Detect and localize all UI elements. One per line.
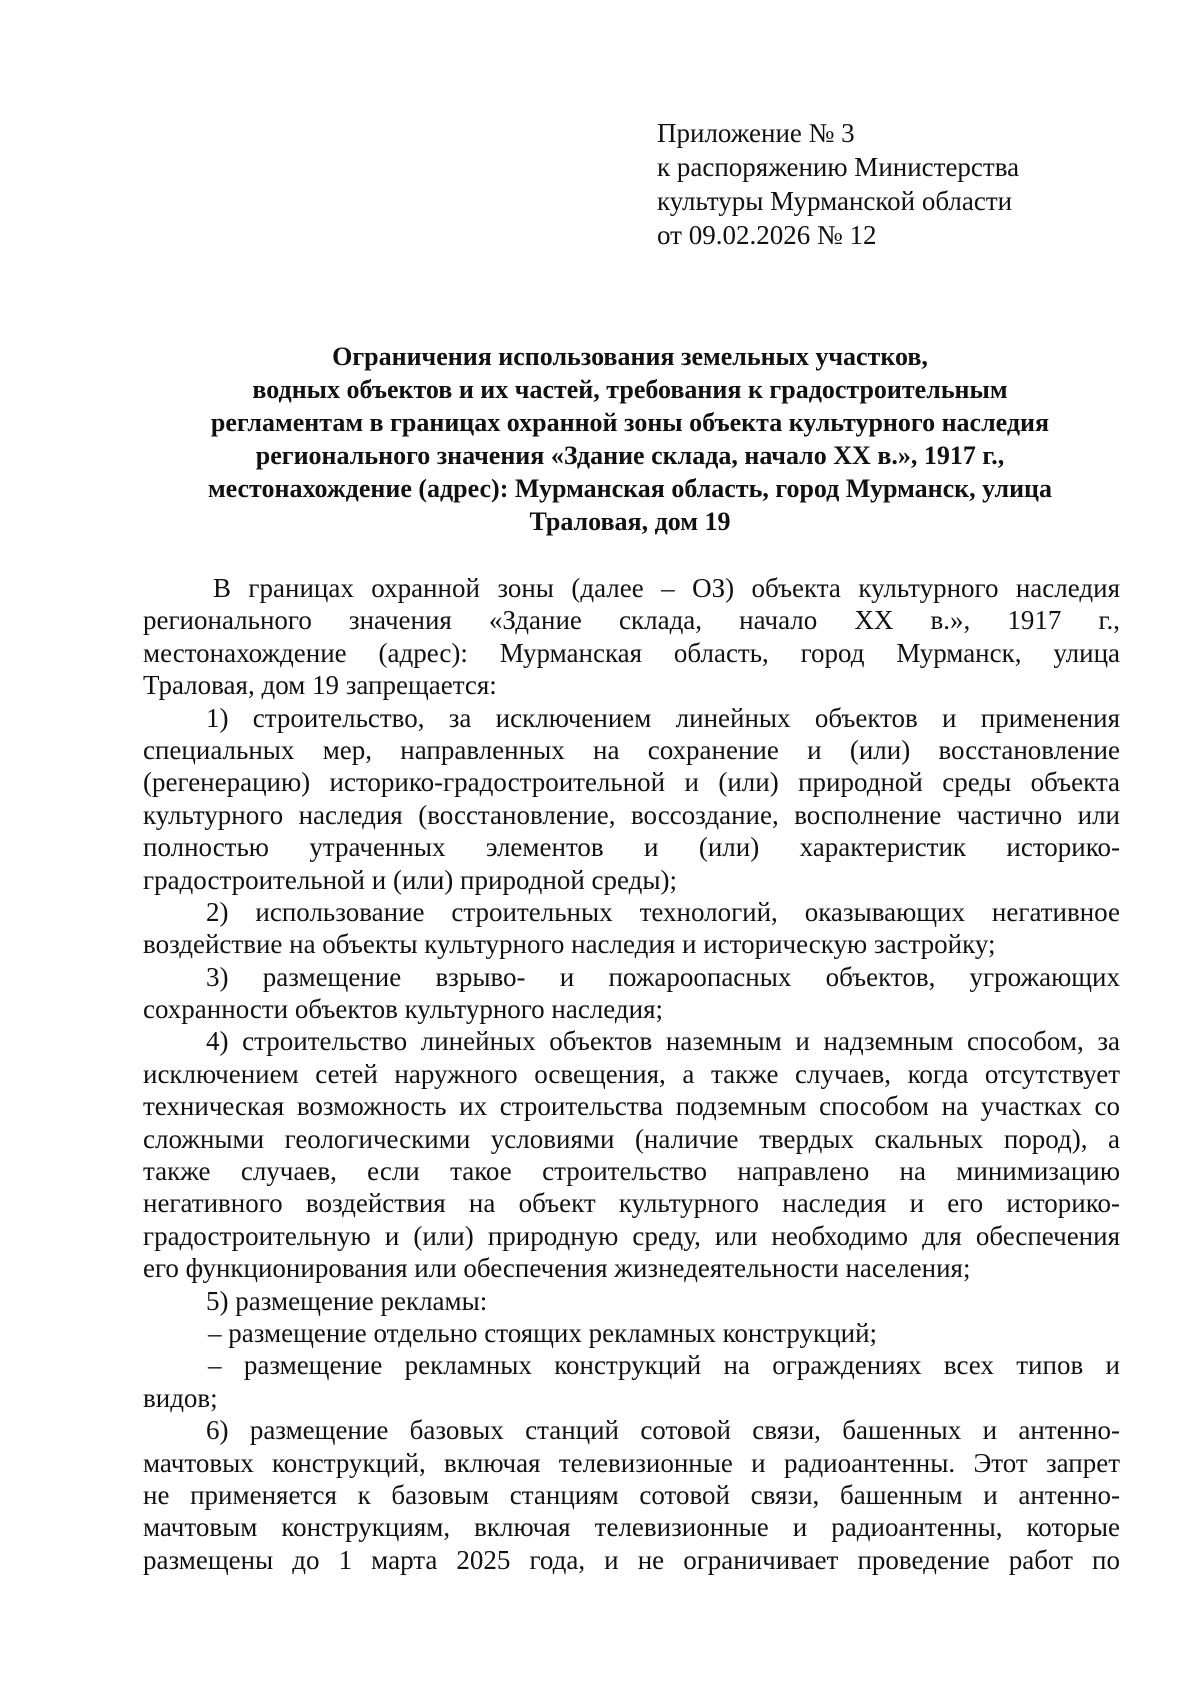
body-line: регионального значения «Здание склада, начало XX в.», 1917 г., (143, 605, 1120, 636)
list-item-6-line: размещены до 1 марта 2025 года, и не ограничивает проведение работ по (143, 1544, 1120, 1575)
document-body (143, 572, 1120, 1576)
list-item-1-line: культурного наследия (восстановление, воссоздание, восполнение частично или (143, 799, 1120, 830)
list-item-2-line: воздействие на объекты культурного наследия и историческую застройку; (143, 929, 996, 960)
body-line: Траловая, дом 19 запрещается: (143, 670, 497, 701)
appendix-ministry: культуры Мурманской области (657, 186, 1013, 216)
document-title (140, 340, 1120, 538)
body-line: В границах охранной зоны (далее – ОЗ) объекта культурного наследия (213, 573, 1120, 603)
sub-item-line: – размещение отдельно стоящих рекламных конструкций; (208, 1317, 878, 1348)
list-item-4-line: исключением сетей наружного освещения, а также случаев, когда отсутствует (143, 1058, 1120, 1089)
list-item-4-line: градостроительную и (или) природную среду, или необходимо для обеспечения (143, 1220, 1120, 1251)
title-line: водных объектов и их частей, требования к градостроительным (252, 375, 1008, 404)
list-item-4-line: негативного воздействия на объект культурного наследия и его историко- (143, 1188, 1120, 1219)
list-item-6-line: не применяется к базовым станциям сотовой связи, башенным и антенно- (143, 1479, 1120, 1510)
list-item-1-line: (регенерацию) историко-градостроительной и (или) природной среды объекта (143, 767, 1120, 798)
title-line: регламентам в границах охранной зоны объекта культурного наследия (210, 408, 1050, 437)
title-line: Траловая, дом 19 (529, 507, 731, 536)
title-line: местонахождение (адрес): Мурманская область, город Мурманск, улица (207, 474, 1053, 503)
list-item-4-line: сложными геологическими условиями (наличие твердых скальных пород), а (143, 1123, 1120, 1154)
list-item-4-line: его функционирования или обеспечения жизнедеятельности населения; (143, 1253, 971, 1284)
list-item-1-line: 1) строительство, за исключением линейных объектов и применения (206, 702, 1120, 733)
sub-item-line: – размещение рекламных конструкций на ограждениях всех типов и (208, 1350, 1120, 1381)
appendix-header (657, 116, 1137, 252)
body-line: местонахождение (адрес): Мурманская область, город Мурманск, улица (143, 637, 1120, 668)
appendix-number: Приложение № 3 (657, 118, 855, 148)
list-item-5-line: 5) размещение рекламы: (206, 1285, 488, 1316)
title-line: Ограничения использования земельных участков, (332, 342, 928, 371)
list-item-3-line: сохранности объектов культурного наследия; (143, 994, 664, 1025)
list-item-2-line: 2) использование строительных технологий, оказывающих негативное (206, 896, 1120, 927)
list-item-6-line: 6) размещение базовых станций сотовой связи, башенных и антенно- (206, 1415, 1120, 1446)
list-item-4-line: техническая возможность их строительства подземным способом на участках со (143, 1091, 1120, 1122)
sub-item-line: видов; (143, 1382, 218, 1413)
list-item-1-line: полностью утраченных элементов и (или) характеристик историко- (143, 832, 1120, 863)
list-item-4-line: 4) строительство линейных объектов наземным и надземным способом, за (206, 1026, 1120, 1057)
list-item-1-line: градостроительной и (или) природной среды); (143, 864, 678, 895)
appendix-reference: к распоряжению Министерства (657, 152, 1020, 182)
list-item-1-line: специальных мер, направленных на сохранение и (или) восстановление (143, 734, 1120, 765)
list-item-6-line: мачтовых конструкций, включая телевизионные и радиоантенны. Этот запрет (143, 1447, 1120, 1478)
list-item-6-line: мачтовым конструкциям, включая телевизионные и радиоантенны, которые (143, 1512, 1120, 1543)
list-item-3-line: 3) размещение взрыво- и пожароопасных объектов, угрожающих (206, 961, 1120, 992)
title-line: регионального значения «Здание склада, начало XX в.», 1917 г., (255, 441, 1005, 470)
appendix-date-number: от 09.02.2026 № 12 (657, 220, 877, 250)
list-item-4-line: также случаев, если такое строительство направлено на минимизацию (143, 1156, 1120, 1187)
